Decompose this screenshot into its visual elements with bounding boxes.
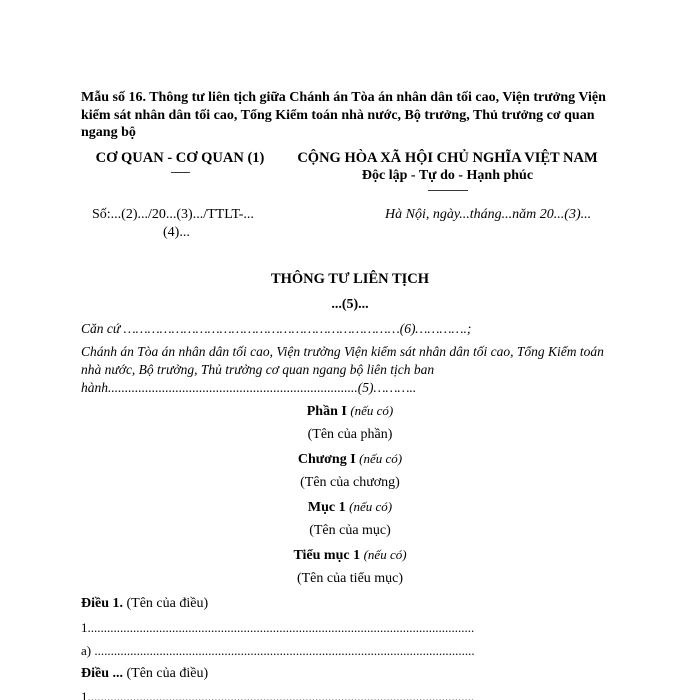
section-note: (nếu có) xyxy=(349,499,393,514)
article-n xyxy=(81,666,208,682)
article-1-clause-1: 1....................................................................................................................... xyxy=(81,620,475,635)
chapter-note: (nếu có) xyxy=(359,451,403,466)
chapter-heading xyxy=(0,451,700,468)
article-1 xyxy=(81,596,208,612)
part-heading xyxy=(0,403,700,420)
document-number-suffix: (4)... xyxy=(163,225,190,240)
section-name: (Tên của mục) xyxy=(309,523,391,538)
document-subject: ...(5)... xyxy=(331,297,369,312)
place-and-date: Hà Nội, ngày...tháng...năm 20...(3)... xyxy=(385,207,592,222)
national-motto: Độc lập - Tự do - Hạnh phúc xyxy=(361,168,534,183)
chapter-name: (Tên của chương) xyxy=(300,475,400,490)
agency-rule: ------- xyxy=(170,166,190,178)
subsection-heading xyxy=(0,547,700,564)
issuers-statement: Chánh án Tòa án nhân dân tối cao, Viện trưởng Viện kiểm sát nhân dân tối cao, Tổng Kiểm toán nhà nước, Bộ trưởng, Thủ trưởng cơ quan ngang bộ liên tịch ban hành..........................................................................(5)……….. xyxy=(81,344,604,395)
document-number: Số:...(2).../20...(3).../TTLT-... xyxy=(92,207,254,222)
section-heading xyxy=(0,499,700,516)
article-n-name: (Tên của điều) xyxy=(123,666,209,681)
document-type: THÔNG TƯ LIÊN TỊCH xyxy=(270,271,430,287)
article-n-label: Điều ... xyxy=(81,666,123,681)
part-title: Phần I xyxy=(306,404,347,419)
article-n-clause-1: 1....................................................................................................................... xyxy=(81,689,475,700)
chapter-title: Chương I xyxy=(297,452,356,467)
article-1-name: (Tên của điều) xyxy=(123,596,209,611)
part-name: (Tên của phần) xyxy=(307,427,393,442)
legal-basis-line: Căn cứ ……………………………………………………………(6)………….; xyxy=(81,321,472,336)
national-title: CỘNG HÒA XÃ HỘI CHỦ NGHĨA VIỆT NAM xyxy=(297,150,598,166)
issuing-agency: CƠ QUAN - CƠ QUAN (1) xyxy=(95,150,265,166)
template-heading-note: Mẫu số 16. Thông tư liên tịch giữa Chánh án Tòa án nhân dân tối cao, Viện trưởng Viện kiểm sát nhân dân tối cao, Tổng Kiểm toán nhà nước, Bộ trưởng, Thủ trưởng cơ quan ngang bộ xyxy=(81,90,606,140)
subsection-name: (Tên của tiểu mục) xyxy=(296,571,404,586)
subsection-note: (nếu có) xyxy=(363,547,407,562)
article-1-label: Điều 1. xyxy=(81,596,123,611)
part-note: (nếu có) xyxy=(350,403,394,418)
motto-rule: --------------- xyxy=(427,184,468,196)
subsection-title: Tiểu mục 1 xyxy=(293,548,361,563)
article-1-point-a: a) ..................................................................................................................... xyxy=(81,643,475,658)
section-title: Mục 1 xyxy=(307,500,346,515)
